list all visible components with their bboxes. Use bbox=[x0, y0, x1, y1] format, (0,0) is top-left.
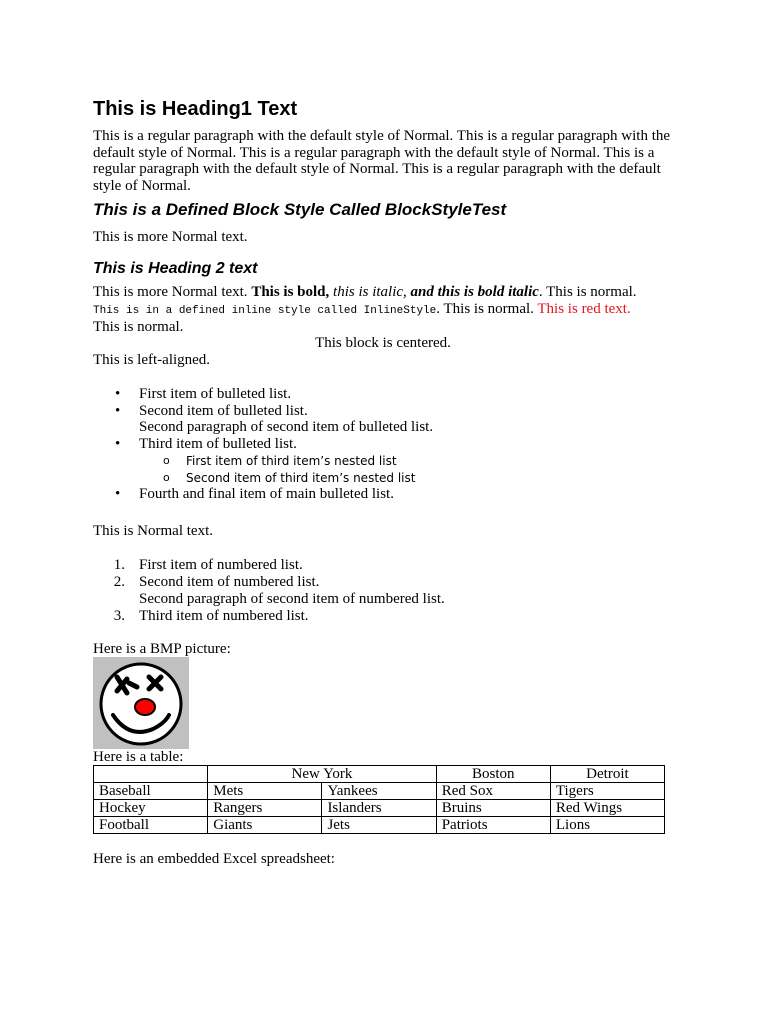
bmp-label: Here is a BMP picture: bbox=[93, 641, 231, 657]
list-item-text: Second paragraph of second item of numbered list. bbox=[139, 591, 445, 608]
bold-italic-run: and this is bold italic bbox=[410, 284, 539, 300]
table-cell: Red Sox bbox=[436, 783, 550, 800]
more-normal-text: This is more Normal text. bbox=[93, 229, 248, 245]
paragraph-normal: This is a regular paragraph with the default style of Normal. This is a regular paragraph with the default style of Normal. This is a regular paragraph with the default style of Normal. This is a regular paragraph with the default style of Normal. This is a regular paragraph with the default style of Normal. bbox=[93, 128, 671, 195]
table-header-row bbox=[94, 766, 665, 783]
table-cell: Hockey bbox=[94, 800, 208, 817]
table-cell: Patriots bbox=[436, 817, 550, 834]
table-cell: Rangers bbox=[208, 800, 322, 817]
list-item-text: Fourth and final item of main bulleted list. bbox=[139, 486, 394, 503]
bullet-icon: • bbox=[115, 402, 121, 419]
table-cell bbox=[94, 766, 208, 783]
list-item-text: First item of third item’s nested list bbox=[186, 453, 397, 468]
normal-run: This is more Normal text. bbox=[93, 284, 252, 300]
table-header-cell: Detroit bbox=[550, 766, 664, 783]
bullet-icon: • bbox=[115, 486, 121, 503]
list-item-text: First item of bulleted list. bbox=[139, 386, 292, 402]
list-number: 2. bbox=[113, 573, 125, 590]
heading-2: This is Heading 2 text bbox=[93, 260, 258, 277]
normal-run: , bbox=[403, 284, 411, 300]
nested-list-item bbox=[93, 470, 673, 487]
list-item-text: Second item of numbered list. bbox=[139, 573, 320, 590]
bullet-icon: • bbox=[115, 436, 121, 453]
normal-text: This is Normal text. bbox=[93, 523, 213, 539]
table-cell: Football bbox=[94, 817, 208, 834]
list-number: 3. bbox=[113, 608, 125, 625]
list-item bbox=[93, 608, 673, 625]
list-item-text: First item of numbered list. bbox=[139, 557, 303, 573]
list-item-text: Second paragraph of second item of bulleted list. bbox=[139, 419, 434, 436]
red-text-run: This is red text. bbox=[537, 300, 631, 317]
block-style-heading: This is a Defined Block Style Called BlockStyleTest bbox=[93, 200, 507, 219]
italic-run: this is italic bbox=[329, 284, 404, 300]
normal-run: . This is normal. bbox=[538, 284, 637, 300]
circle-bullet-icon: o bbox=[163, 453, 170, 467]
centered-paragraph: This block is centered. bbox=[315, 335, 451, 351]
list-item bbox=[93, 436, 673, 453]
list-item-paragraph bbox=[93, 591, 673, 608]
list-item-paragraph bbox=[93, 419, 673, 436]
list-item bbox=[93, 574, 673, 591]
table-row bbox=[94, 817, 665, 834]
table-cell: Tigers bbox=[550, 783, 664, 800]
circle-bullet-icon: o bbox=[163, 470, 170, 484]
table-row bbox=[94, 783, 665, 800]
mixed-format-paragraph bbox=[93, 284, 673, 336]
list-item-text: Third item of bulleted list. bbox=[139, 436, 297, 453]
numbered-list bbox=[93, 557, 673, 625]
table-cell: Bruins bbox=[436, 800, 550, 817]
list-number: 1. bbox=[113, 557, 125, 573]
clown-face-image bbox=[93, 657, 189, 749]
bold-run: This is bold, bbox=[251, 284, 330, 300]
bulleted-list bbox=[93, 386, 673, 503]
excel-label: Here is an embedded Excel spreadsheet: bbox=[93, 851, 335, 867]
list-item bbox=[93, 403, 673, 420]
table-header-cell: New York bbox=[208, 766, 436, 783]
table-header-cell: Boston bbox=[436, 766, 550, 783]
heading-1: This is Heading1 Text bbox=[93, 98, 298, 120]
bullet-icon: • bbox=[115, 386, 121, 402]
table-row bbox=[94, 800, 665, 817]
table-cell: Islanders bbox=[322, 800, 436, 817]
table-cell: Baseball bbox=[94, 783, 208, 800]
teams-table bbox=[93, 765, 665, 834]
table-cell: Jets bbox=[322, 817, 436, 834]
table-cell: Red Wings bbox=[550, 800, 664, 817]
list-item-text: Second item of third item’s nested list bbox=[186, 470, 416, 485]
table-cell: Lions bbox=[550, 817, 664, 834]
normal-run: This is normal. bbox=[93, 319, 184, 336]
normal-run: . This is normal. bbox=[436, 300, 538, 317]
table-label: Here is a table: bbox=[93, 749, 184, 765]
table-cell: Giants bbox=[208, 817, 322, 834]
left-aligned-paragraph: This is left-aligned. bbox=[93, 352, 211, 368]
list-item bbox=[93, 386, 673, 403]
inline-style-run: This is in a defined inline style called InlineStyle bbox=[93, 304, 437, 317]
list-item bbox=[93, 557, 673, 574]
table-cell: Yankees bbox=[322, 783, 436, 800]
list-item bbox=[93, 486, 673, 503]
list-item-text: Third item of numbered list. bbox=[139, 608, 309, 625]
list-item-text: Second item of bulleted list. bbox=[139, 402, 308, 419]
table-cell: Mets bbox=[208, 783, 322, 800]
nested-list-item bbox=[93, 453, 673, 470]
